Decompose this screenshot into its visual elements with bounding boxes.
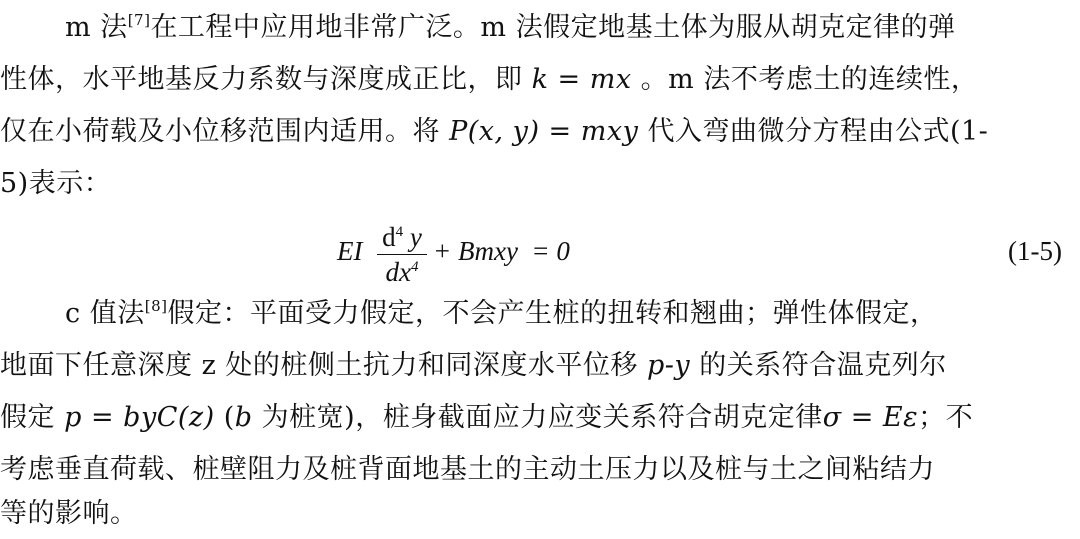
text: 在工程中应用地非常广泛。m 法假定地基土体为服从胡克定律的弹	[150, 12, 956, 43]
display-equation	[0, 222, 1080, 290]
text: 假定：平面受力假定，不会产生桩的扭转和翘曲；弹性体假定，	[167, 298, 938, 329]
text: 。m 法不考虑土的连续性，	[631, 64, 979, 95]
fraction-bar	[377, 254, 427, 255]
text: m 法	[65, 12, 128, 43]
para1-line3	[0, 114, 988, 150]
text: 代入弯曲微分方程由公式(1-	[638, 116, 989, 147]
text: 为桩宽)，桩身截面应力应变关系符合胡克定律	[252, 402, 823, 433]
exp: 4	[395, 224, 404, 240]
text: 5)表示：	[0, 168, 112, 199]
text: c 值法	[65, 298, 145, 329]
math-inline: b	[234, 402, 253, 433]
para2-line5	[0, 496, 138, 532]
para2-line1	[65, 296, 937, 332]
fraction-denominator	[377, 257, 427, 287]
para2-line3	[0, 400, 973, 436]
para1-line2	[0, 62, 978, 98]
text: 等的影响。	[0, 498, 138, 529]
text: 性体，水平地基反力系数与深度成正比，即	[0, 64, 532, 95]
text: 假定	[0, 402, 65, 433]
equation-rest: + Bmxy = 0	[433, 236, 570, 266]
text: 的关系符合温克列尔	[690, 350, 947, 381]
text: ；不	[918, 402, 974, 433]
math-inline: p = byC(z)	[64, 402, 215, 433]
dx: dx	[385, 257, 411, 287]
text: 地面下任意深度 z 处的桩侧土抗力和同深度水平位移	[0, 350, 647, 381]
text: 仅在小荷载及小位移范围内适用。将	[0, 116, 450, 147]
math-inline: P(x, y) = mxy	[449, 116, 639, 147]
equation-fraction	[377, 222, 427, 287]
text: 考虑垂直荷载、桩壁阻力及桩背面地基土的主动土压力以及桩与土之间粘结力	[0, 454, 935, 485]
para2-line2	[0, 348, 947, 384]
equation-number: (1-5)	[1008, 236, 1062, 266]
para1-line4	[0, 166, 111, 202]
citation-ref[interactable]: [7]	[127, 11, 151, 29]
math-inline: σ = Eε	[822, 402, 919, 433]
para1-line1	[65, 10, 956, 46]
exp: 4	[410, 259, 419, 275]
var: y	[409, 222, 422, 252]
fraction-numerator	[377, 222, 427, 252]
text: (	[214, 402, 235, 433]
para2-line4	[0, 452, 935, 488]
math-inline: k = mx	[531, 64, 632, 95]
d: d	[382, 222, 396, 252]
equation-lhs: EI	[337, 236, 363, 266]
math-inline: p-y	[646, 350, 691, 381]
citation-ref[interactable]: [8]	[144, 297, 168, 315]
